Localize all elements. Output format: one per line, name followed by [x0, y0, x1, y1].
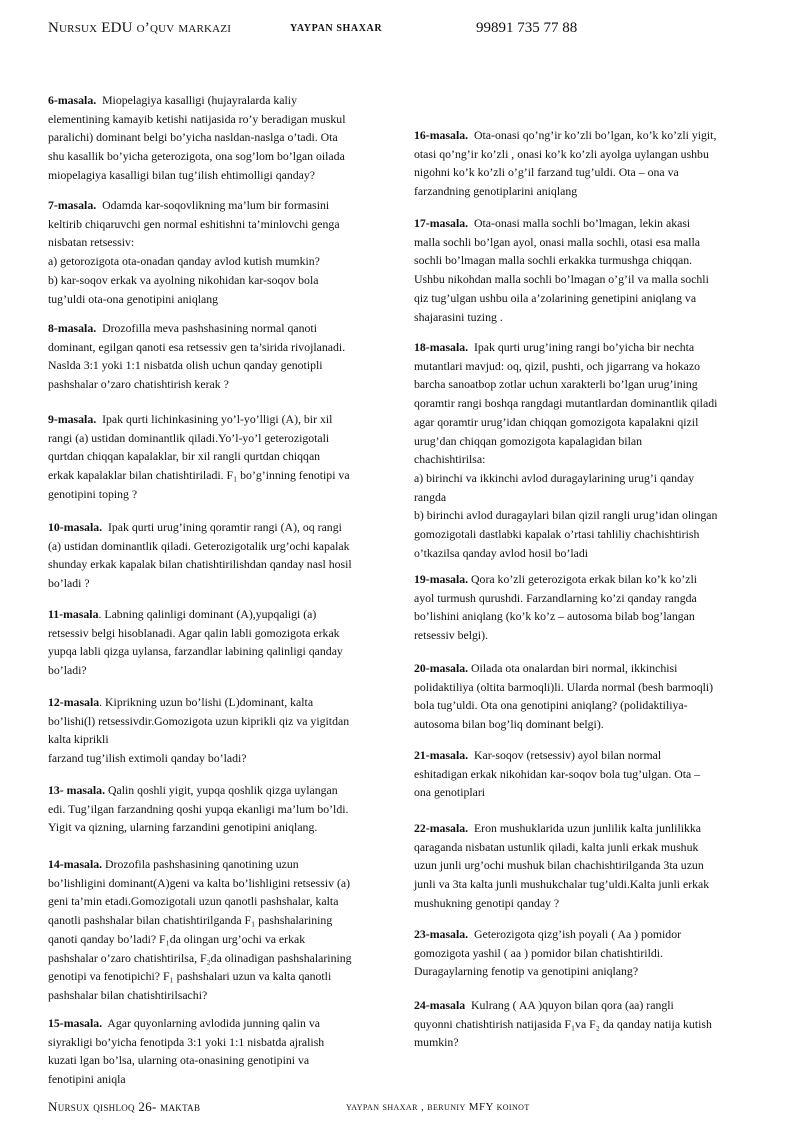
problem-item — [414, 659, 770, 734]
problem-line — [414, 856, 770, 875]
problem-item — [48, 1014, 404, 1089]
problem-line — [48, 930, 404, 949]
problem-text: pashshalar o’zaro chatishtirish kerak ? — [48, 377, 229, 392]
problem-text: rangda — [414, 489, 447, 504]
problem-item — [48, 319, 404, 394]
problem-text: eshitadigan erkak nikohidan kar-soqov bola tug’ulgan. Ota – — [414, 766, 701, 781]
problem-text: ayol turmush qurushdi. Farzandlarning ko’zi qanday rangda — [414, 590, 697, 605]
problem-text: Agar quyonlarning avlodida junning qalin va — [102, 1016, 320, 1030]
problem-number: 8-masala. — [48, 321, 97, 335]
problem-item — [414, 925, 770, 981]
problem-text: Qora ko’zli geterozigota erkak bilan ko’k ko’zli — [468, 572, 698, 586]
problem-line — [414, 838, 770, 857]
problem-text: uzun junli urg’ochi mushuk bilan chachishtirilganda 3ta uzun — [414, 858, 704, 873]
problem-text: elementining kamayib ketishi natijasida ro’y beradigan muskul — [48, 111, 346, 126]
problem-line — [48, 537, 404, 556]
problem-text: rangi (a) ustidan dominantlik qiladi.Yo’l-yo’l geterozigotali — [48, 430, 330, 445]
problem-line — [48, 518, 404, 537]
problem-line — [48, 818, 404, 837]
problem-line — [48, 874, 404, 893]
problem-text: shunday erkak kapalak bilan chatishtirilishdan qanday nasl hosil — [48, 557, 352, 572]
problem-text: a) birinchi va ikkinchi avlod duragaylarining urug’i qanday — [414, 470, 695, 485]
problem-line — [48, 967, 404, 986]
problem-number: 10-masala. — [48, 520, 103, 534]
problem-text: gomozigota yashil ( aa ) pomidor bilan chatishtirildi. — [414, 945, 663, 960]
problem-text: urug’dan chiqqan gomozigota kapalagidan bilan — [414, 433, 643, 448]
problem-text: qoramtir rangi boshqa rangdagi mutantlardan dominantlik qiladi — [414, 396, 718, 411]
problem-text: polidaktiliya (oltita barmoqli)li. Ularda normal (besh barmoqli) — [414, 679, 714, 694]
problem-line — [414, 746, 770, 765]
problem-line — [414, 765, 770, 784]
problem-line — [414, 270, 770, 289]
problem-text: bo’ladi ? — [48, 576, 90, 591]
problem-text: mutantlari mavjud: oq, qizil, pushti, och jigarrang va hokazo — [414, 358, 701, 373]
problem-line — [414, 944, 770, 963]
problem-text: erkak kapalaklar bilan chatishtiriladi. F₁ bo’g’inning fenotipi va — [48, 468, 350, 483]
problem-text: a) getorozigota ota-onadan qanday avlod kutish mumkin? — [48, 254, 320, 269]
problem-number: 24-masala — [414, 998, 466, 1012]
problem-text: autosoma bilan bog’liq dominant belgi). — [414, 717, 604, 732]
problem-item — [414, 214, 770, 326]
problem-text: gomozigotali dastlabki kapalak o’rtasi tahliliy chachishtirish — [414, 527, 700, 542]
problem-line — [414, 715, 770, 734]
problem-text: farzandning genotiplarini aniqlang — [414, 184, 578, 199]
problem-line — [48, 252, 404, 271]
problem-line — [48, 800, 404, 819]
problem-text: Miopelagiya kasalligi (hujayralarda kaliy — [96, 93, 297, 107]
problem-text: Ota-onasi malla sochli bo’lmagan, lekin akasi — [468, 216, 691, 230]
problem-line — [414, 488, 770, 507]
problem-text: genotipi va fenotipichi? F₁ pashshalari uzun va kalta qanotli — [48, 969, 332, 984]
problem-item — [48, 855, 404, 1005]
problem-line — [414, 469, 770, 488]
problem-item — [414, 126, 770, 201]
problem-line — [48, 1051, 404, 1070]
problem-item — [414, 996, 770, 1052]
problem-text: mumkin? — [414, 1035, 459, 1050]
problem-item — [48, 196, 404, 308]
problem-item — [414, 570, 770, 645]
problem-number: 22-masala. — [414, 821, 469, 835]
problem-text: pashshalar bilan chatishtirilsachi? — [48, 987, 208, 1002]
problem-line — [48, 319, 404, 338]
problem-line — [48, 338, 404, 357]
problem-line — [48, 892, 404, 911]
problem-text: b) birinchi avlod duragaylari bilan qizil rangli urug’idan olingan — [414, 508, 718, 523]
problem-line — [414, 659, 770, 678]
problem-text: kuzati lgan bo’lsa, ularning ota-onasining genotipini va — [48, 1053, 310, 1068]
center-name: Nursux EDU o’quv markazi — [48, 20, 232, 36]
problem-line — [414, 1033, 770, 1052]
problem-item — [414, 746, 770, 802]
problem-text: otasi qo’ng’ir ko’zli , onasi ko’k ko’zli ayolga uylangan ushbu — [414, 146, 709, 161]
problem-text: fenotipini aniqla — [48, 1072, 126, 1087]
problem-line — [48, 624, 404, 643]
problem-line — [414, 413, 770, 432]
problem-line — [48, 749, 404, 768]
problem-line — [48, 574, 404, 593]
problem-item — [48, 518, 404, 593]
problem-line — [414, 450, 770, 469]
problem-text: pashshalar o’zaro chatishtirilsa, F₂da olinadigan pashshalarining — [48, 950, 352, 965]
problem-number: 6-masala. — [48, 93, 97, 107]
problem-line — [414, 544, 770, 563]
problem-line — [414, 696, 770, 715]
problem-number: 14-masala. — [48, 857, 103, 871]
problem-number: 21-masala. — [414, 748, 469, 762]
problem-number: 19-masala. — [414, 572, 469, 586]
problem-number: 11-masala — [48, 607, 99, 621]
problem-line — [414, 375, 770, 394]
problem-text: Kulrang ( AA )quyon bilan qora (aa) rangli — [465, 998, 674, 1012]
problem-text: retsessiv belgi hisoblanadi. Agar qalin labli gomozigota erkak — [48, 625, 340, 640]
problem-text: agar qoramtir urug’idan chiqqan gomozigota kapalakni qizil — [414, 414, 699, 429]
problem-line — [48, 356, 404, 375]
problem-number: 15-masala. — [48, 1016, 103, 1030]
problem-text: . Labning qalinligi dominant (A),yupqaligi (a) — [98, 607, 317, 621]
problem-text: bo’lishi(l) retsessivdir.Gomozigota uzun kiprikli qiz va yigitdan — [48, 713, 350, 728]
problem-text: keltirib chiqaruvchi gen normal eshitishni ta’minlovchi genga — [48, 216, 340, 231]
problem-line — [48, 1014, 404, 1033]
problem-line — [48, 485, 404, 504]
problem-number: 7-masala. — [48, 198, 97, 212]
problem-text: barcha sanoatbop zotlar uchun xarakterli bo’lgan urug’ining — [414, 377, 698, 392]
problem-text: nisbatan retsessiv: — [48, 235, 135, 250]
problem-line — [48, 147, 404, 166]
problem-line — [48, 91, 404, 110]
problem-text: shajarasini tuzing . — [414, 309, 503, 324]
problem-text: sochli bo’lmagan malla sochli erkakka turmushga chiqqan. — [414, 253, 693, 268]
problem-text: Qalin qoshli yigit, yupqa qoshlik qizga uylangan — [105, 783, 338, 797]
problem-line — [48, 642, 404, 661]
problem-line — [414, 214, 770, 233]
problem-line — [48, 290, 404, 309]
problem-text: junli va 3ta kalta junli mushukchalar tug’uldi.Kalta junli erkak — [414, 877, 710, 892]
problem-item — [48, 91, 404, 185]
problem-text: Oilada ota onalardan biri normal, ikkinchisi — [468, 661, 678, 675]
problem-text: malla sochli bo’lgan ayol, onasi malla sochli, otasi esa malla — [414, 234, 700, 249]
problem-line — [48, 605, 404, 624]
problem-line — [414, 394, 770, 413]
problem-line — [48, 128, 404, 147]
problem-number: 23-masala. — [414, 927, 469, 941]
problem-text: ona genotiplari — [414, 785, 486, 800]
problem-line — [48, 855, 404, 874]
problem-line — [414, 607, 770, 626]
problem-number: 16-masala. — [414, 128, 469, 142]
problem-item — [48, 693, 404, 768]
problem-text: geni ta’min etadi.Gomozigotali uzun qanotli pashshalar, kalta — [48, 894, 339, 909]
problem-number: 17-masala. — [414, 216, 469, 230]
problem-text: bo’lishligini dominant(A)geni va kalta bo’lishligini retsessiv (a) — [48, 875, 351, 890]
problem-line — [414, 289, 770, 308]
problem-number: 12-masala — [48, 695, 100, 709]
problem-text: qiz tug’ulgan ushbu oila a’zolarining genetipini aniqlang va — [414, 290, 697, 305]
problem-number: 18-masala. — [414, 340, 469, 354]
problem-text: siyrakligi bo’yicha fenotipda 3:1 yoki 1:1 nisbatda ajralish — [48, 1034, 325, 1049]
problem-line — [414, 570, 770, 589]
problem-item — [414, 338, 770, 562]
problem-line — [414, 338, 770, 357]
problem-text: o’tkazilsa qanday avlod hosil bo’ladi — [414, 545, 589, 560]
problem-line — [414, 875, 770, 894]
problem-line — [48, 730, 404, 749]
page-header — [48, 20, 750, 44]
problem-line — [414, 432, 770, 451]
problem-line — [48, 447, 404, 466]
problem-line — [48, 1033, 404, 1052]
problem-line — [48, 693, 404, 712]
problem-line — [48, 781, 404, 800]
problem-line — [414, 233, 770, 252]
problem-line — [414, 589, 770, 608]
problem-line — [414, 525, 770, 544]
problem-line — [48, 375, 404, 394]
problem-line — [48, 466, 404, 485]
problem-text: miopelagiya kasalligi bilan tug’ilish ehtimolligi qanday? — [48, 167, 316, 182]
problem-text: retsessiv belgi). — [414, 628, 489, 643]
problem-text: qanoti qanday bo’ladi? F₁da olingan urg’ochi va erkak — [48, 931, 306, 946]
problem-text: Ipak qurti lichinkasining yo’l-yo’lligi (A), bir xil — [96, 412, 333, 426]
problem-text: Yigit va qizning, ularning farzandini genotipini aniqlang. — [48, 820, 318, 835]
problem-text: Naslda 3:1 yoki 1:1 nisbatda olish uchun qanday genotipli — [48, 358, 323, 373]
problem-item — [414, 819, 770, 913]
problem-line — [414, 506, 770, 525]
problem-item — [48, 781, 404, 837]
phone-number: 99891 735 77 88 — [476, 20, 578, 36]
problem-line — [414, 925, 770, 944]
problem-line — [414, 819, 770, 838]
problem-line — [48, 110, 404, 129]
problem-text: mushukning genotipi qanday ? — [414, 895, 560, 910]
problem-line — [48, 410, 404, 429]
problem-line — [414, 1015, 770, 1034]
problem-text: qaraganda nisbatan ustunlik qiladi, kalta junli erkak mushuk — [414, 839, 699, 854]
problem-text: edi. Tug’ilgan farzandning qoshi yupqa ekanligi ma’lum bo’ldi. — [48, 801, 349, 816]
problem-line — [48, 661, 404, 680]
problem-text: qanotli pashshalar bilan chatishtirilganda F₁ pashshalarining — [48, 913, 333, 928]
problem-line — [414, 783, 770, 802]
problem-line — [414, 163, 770, 182]
problem-text: shu kasallik bo’yicha geterozigota, ona sog’lom bo’lgan oilada — [48, 149, 345, 164]
problem-number: 13- masala. — [48, 783, 106, 797]
problem-line — [414, 126, 770, 145]
problem-line — [48, 986, 404, 1005]
problem-text: Drozofila pashshasining qanotining uzun — [102, 857, 299, 871]
problem-item — [48, 605, 404, 680]
problem-text: dominant, egilgan qanoti esa retsessiv gen ta’sirida rivojlanadi. — [48, 339, 346, 354]
footer-location: yaypan shaxar , beruniy MFY koinot — [346, 1101, 530, 1113]
problem-text: quyonni chatishtirish natijasida F₁va F₂ da qanday natija kutish — [414, 1016, 712, 1031]
problem-line — [414, 626, 770, 645]
problem-text: Eron mushuklarida uzun junlilik kalta junlilikka — [468, 821, 702, 835]
problem-text: Drozofilla meva pashshasining normal qanoti — [96, 321, 317, 335]
problem-item — [48, 410, 404, 504]
problem-line — [48, 233, 404, 252]
problem-text: yupqa labli qizga uylansa, farzandlar labining qalinligi qanday — [48, 644, 343, 659]
problem-line — [48, 215, 404, 234]
problem-line — [414, 357, 770, 376]
problem-text: chachishtirilsa: — [414, 452, 486, 467]
problem-line — [48, 271, 404, 290]
problem-line — [414, 308, 770, 327]
problem-line — [414, 996, 770, 1015]
problem-text: paralichi) dominant belgi bo’yicha nasldan-naslga o’tadi. Ota — [48, 130, 338, 145]
problem-line — [414, 962, 770, 981]
problem-line — [48, 166, 404, 185]
problem-text: farzand tug’ilish extimoli qanday bo’ladi? — [48, 751, 247, 766]
problem-text: kalta kiprikli — [48, 732, 109, 747]
problem-line — [48, 429, 404, 448]
problem-line — [414, 145, 770, 164]
problem-number: 9-masala. — [48, 412, 97, 426]
problem-text: genotipini toping ? — [48, 486, 138, 501]
problem-text: bola tug’uldi. Ota ona genotipini aniqlang? (polidaktiliya- — [414, 698, 688, 713]
problem-line — [414, 251, 770, 270]
problem-line — [48, 555, 404, 574]
problem-line — [414, 678, 770, 697]
problem-text: Ipak qurti urug’ining rangi bo’yicha bir nechta — [468, 340, 695, 354]
problem-text: tug’uldi ota-ona genotipini aniqlang — [48, 291, 219, 306]
problem-text: b) kar-soqov erkak va ayolning nikohidan kar-soqov bola — [48, 272, 319, 287]
problem-text: Ota-onasi qo’ng’ir ko’zli bo’lgan, ko’k ko’zli yigit, — [468, 128, 717, 142]
problem-line — [48, 911, 404, 930]
problem-text: qurtdan chiqqan kapalaklar, bir xil rangli qurtdan chiqqan — [48, 449, 321, 464]
problem-number: 20-masala. — [414, 661, 469, 675]
page-footer — [48, 1099, 750, 1119]
problem-line — [414, 894, 770, 913]
problem-text: Odamda kar-soqovlikning ma’lum bir formasini — [96, 198, 330, 212]
problem-line — [48, 1070, 404, 1089]
problem-text: bo’lishini aniqlang (ko’k ko’z – autosoma bilab bog’langan — [414, 609, 695, 624]
problem-text: Kar-soqov (retsessiv) ayol bilan normal — [468, 748, 662, 762]
problem-text: . Kiprikning uzun bo’lishi (L)dominant, kalta — [99, 695, 314, 709]
problem-text: Ipak qurti urug’ining qoramtir rangi (A), oq rangi — [102, 520, 342, 534]
problem-line — [414, 182, 770, 201]
teacher-name: YAYPAN SHAXAR — [290, 23, 383, 34]
problem-text: bo’ladi? — [48, 663, 87, 678]
problem-line — [48, 196, 404, 215]
problem-line — [48, 949, 404, 968]
school-name: Nursux qishloq 26- maktab — [48, 1099, 201, 1114]
problem-text: Ushbu nikohdan malla sochli bo’lmagan o’g’il va malla sochli — [414, 272, 709, 287]
problem-line — [48, 712, 404, 731]
problem-text: Geterozigota qizg’ish poyali ( Aa ) pomidor — [468, 927, 682, 941]
problem-text: (a) ustidan dominantlik qiladi. Geterozigotalik urg’ochi kapalak — [48, 538, 350, 553]
problem-text: nigohni ko’k ko’zli o’g’il farzand tug’uldi. Ota – ona va — [414, 165, 679, 180]
problem-text: Duragaylarning fenotip va genotipini aniqlang? — [414, 964, 639, 979]
